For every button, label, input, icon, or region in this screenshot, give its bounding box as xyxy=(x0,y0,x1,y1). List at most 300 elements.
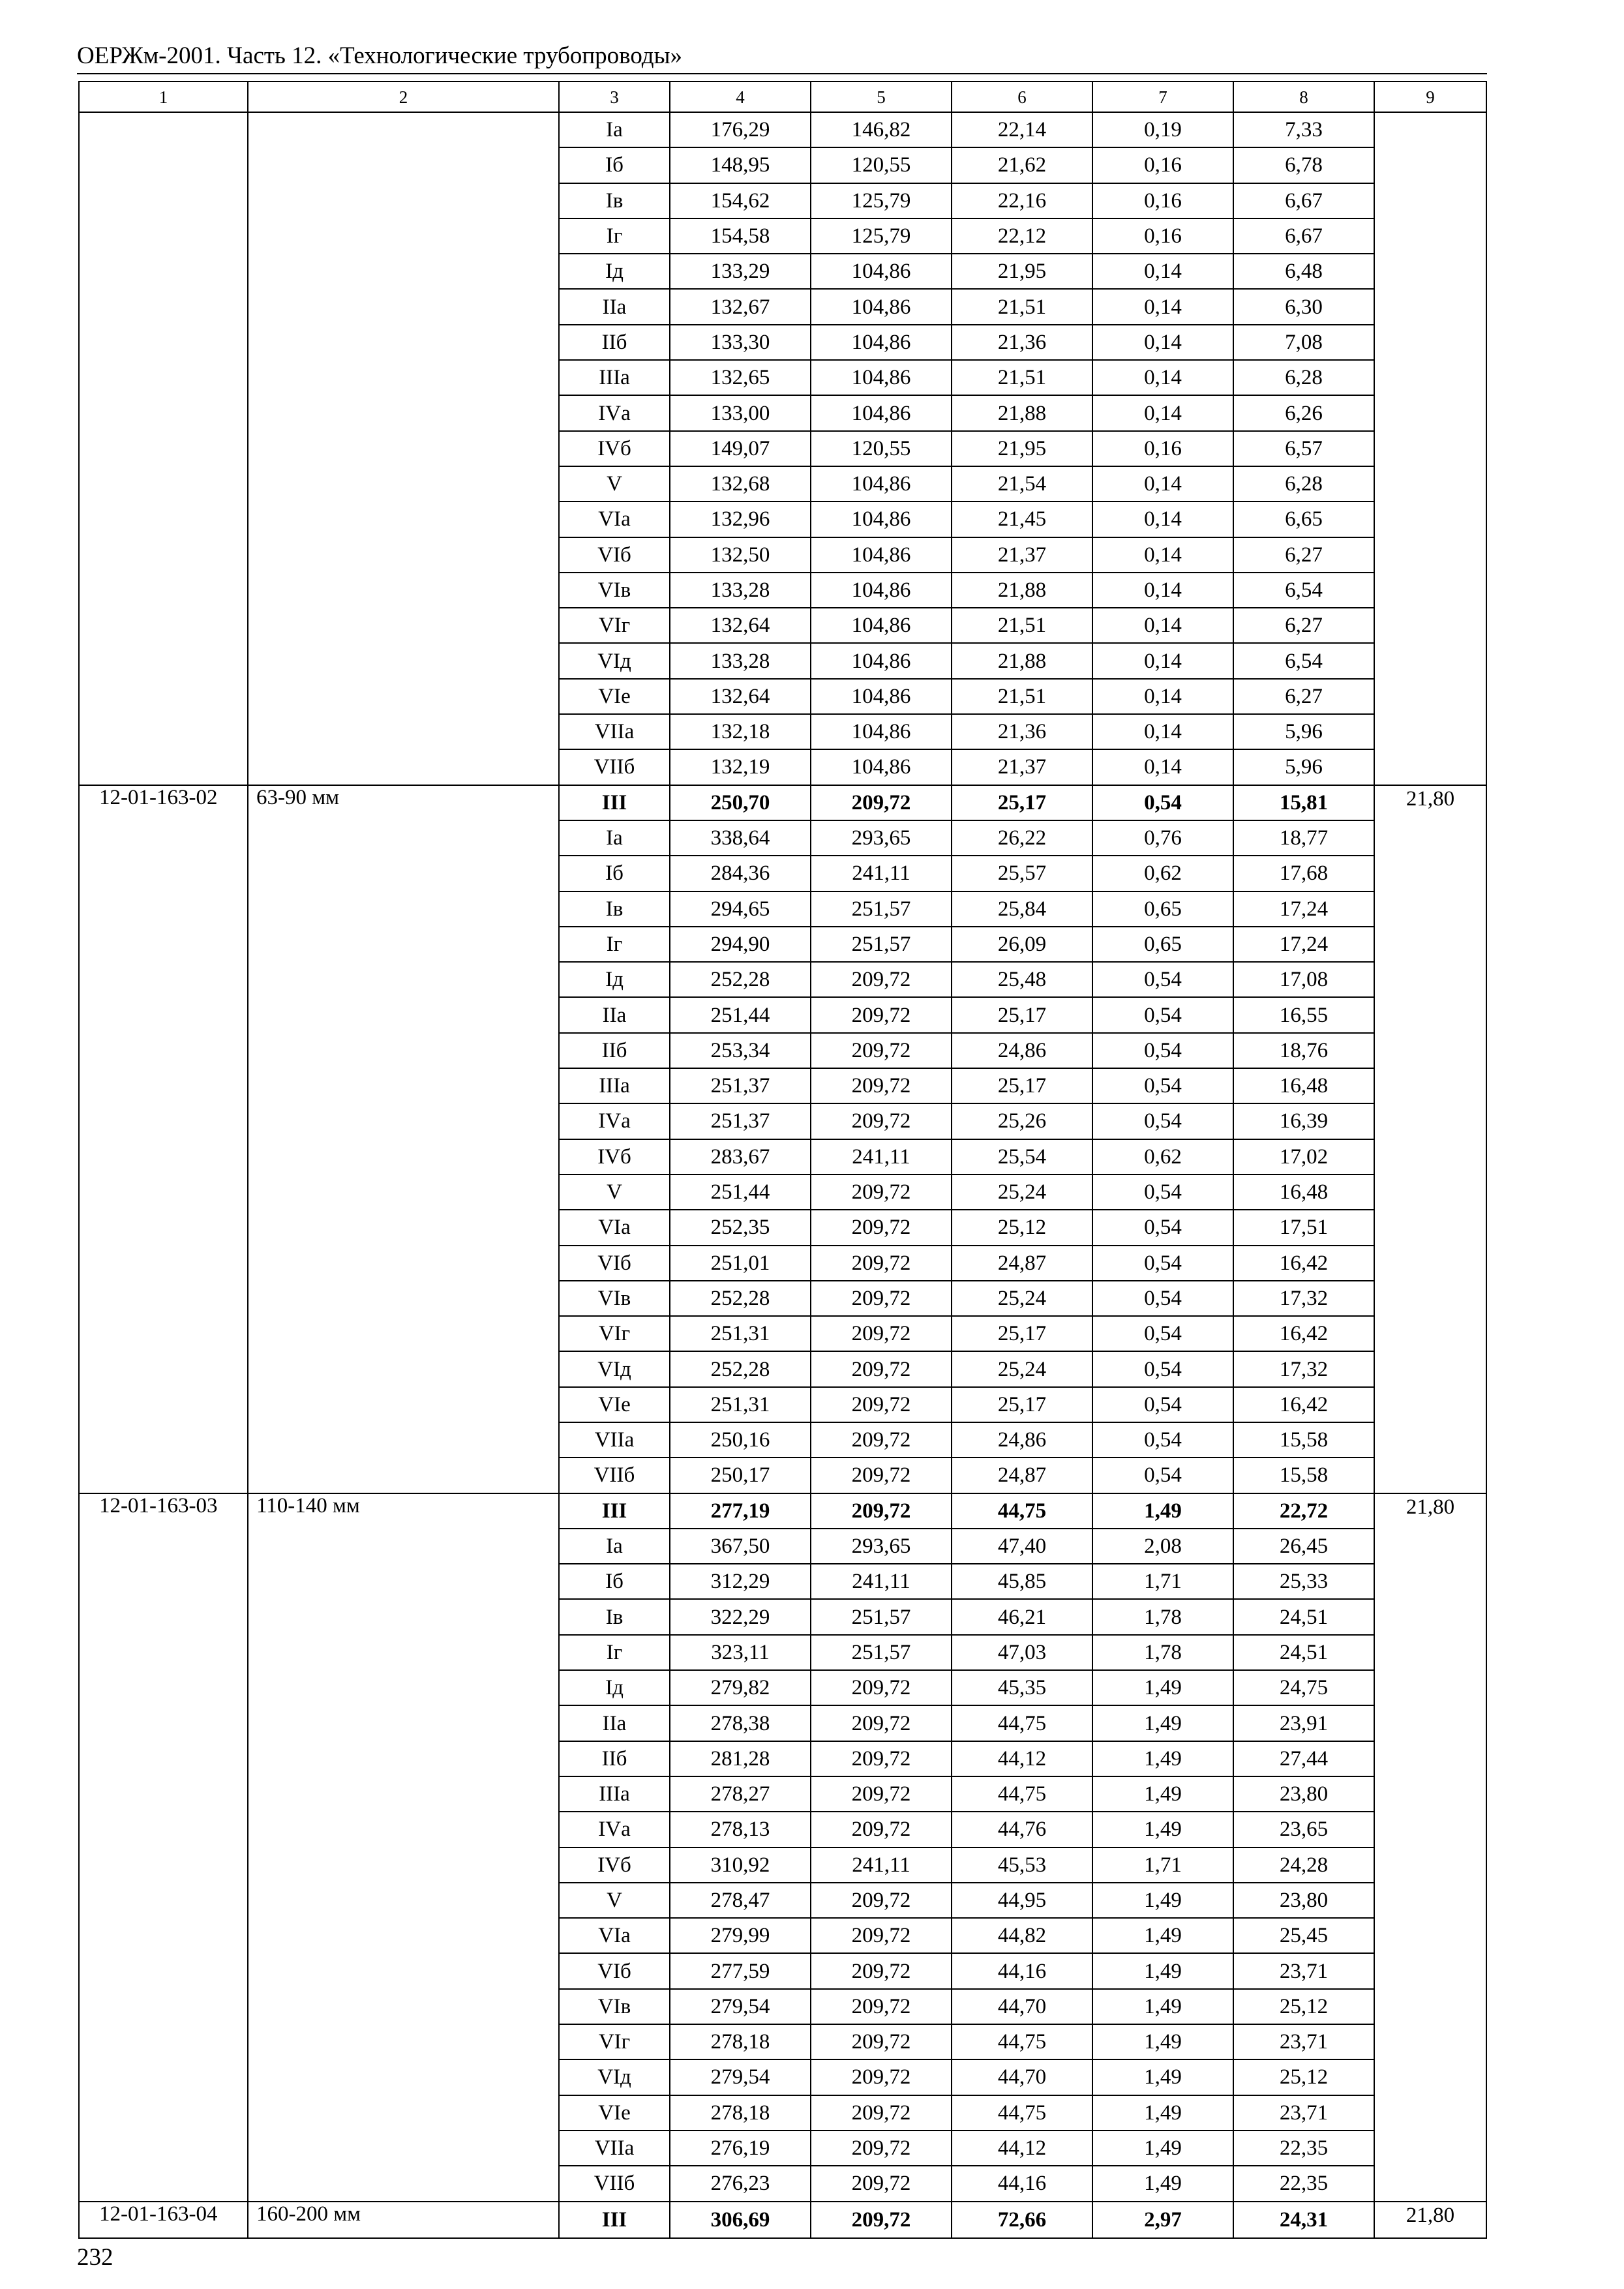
value-cell: 209,72 xyxy=(811,1210,952,1245)
column-number: 9 xyxy=(1374,82,1486,112)
zone-cell: IIIа xyxy=(559,1068,670,1103)
value-cell: 16,42 xyxy=(1233,1387,1374,1422)
value-cell: 209,72 xyxy=(811,1174,952,1210)
value-cell: 2,97 xyxy=(1092,2202,1233,2238)
value-cell: 104,86 xyxy=(811,608,952,643)
zone-cell: VIг xyxy=(559,2024,670,2059)
zone-cell: VIд xyxy=(559,2059,670,2095)
value-cell: 26,09 xyxy=(952,927,1092,962)
value-cell: 251,44 xyxy=(670,1174,811,1210)
zone-cell: VIа xyxy=(559,1918,670,1953)
value-cell: 1,49 xyxy=(1092,1670,1233,1705)
zone-cell: V xyxy=(559,466,670,501)
value-cell: 209,72 xyxy=(811,1033,952,1068)
value-cell: 23,71 xyxy=(1233,1953,1374,1988)
zone-cell: VIе xyxy=(559,679,670,714)
zone-cell: VIв xyxy=(559,1281,670,1316)
value-cell: 21,37 xyxy=(952,749,1092,785)
value-cell: 24,51 xyxy=(1233,1599,1374,1634)
value-cell: 279,99 xyxy=(670,1918,811,1953)
value-cell: 44,75 xyxy=(952,1776,1092,1812)
value-cell: 44,12 xyxy=(952,2131,1092,2166)
value-cell: 276,19 xyxy=(670,2131,811,2166)
column-number: 1 xyxy=(79,82,248,112)
zone-cell: VIб xyxy=(559,1246,670,1281)
value-cell: 278,47 xyxy=(670,1883,811,1918)
value-cell: 133,30 xyxy=(670,325,811,360)
value-cell: 277,19 xyxy=(670,1493,811,1529)
value-cell: 251,57 xyxy=(811,1599,952,1634)
value-cell: 279,54 xyxy=(670,2059,811,2095)
value-cell: 209,72 xyxy=(811,1246,952,1281)
value-cell: 6,65 xyxy=(1233,501,1374,537)
value-cell: 21,51 xyxy=(952,289,1092,324)
value-cell: 25,12 xyxy=(952,1210,1092,1245)
value-cell: 310,92 xyxy=(670,1848,811,1883)
pipe-size-cell: 110-140 мм xyxy=(248,1493,559,2202)
value-cell: 25,17 xyxy=(952,785,1092,820)
value-cell: 251,31 xyxy=(670,1316,811,1351)
zone-cell: VIв xyxy=(559,573,670,608)
value-cell: 21,37 xyxy=(952,537,1092,573)
value-cell: 252,35 xyxy=(670,1210,811,1245)
value-cell: 1,49 xyxy=(1092,1918,1233,1953)
value-cell: 24,31 xyxy=(1233,2202,1374,2238)
zone-cell: Iв xyxy=(559,183,670,218)
value-cell: 209,72 xyxy=(811,1670,952,1705)
value-cell: 47,40 xyxy=(952,1529,1092,1564)
value-cell: 24,75 xyxy=(1233,1670,1374,1705)
value-cell: 0,54 xyxy=(1092,1103,1233,1139)
zone-cell: Iб xyxy=(559,856,670,891)
column9-cell xyxy=(1374,112,1486,785)
value-cell: 251,01 xyxy=(670,1246,811,1281)
value-cell: 209,72 xyxy=(811,1351,952,1386)
value-cell: 0,54 xyxy=(1092,1210,1233,1245)
value-cell: 21,88 xyxy=(952,395,1092,430)
value-cell: 241,11 xyxy=(811,1139,952,1174)
value-cell: 0,14 xyxy=(1092,749,1233,785)
zone-cell: VIд xyxy=(559,643,670,678)
value-cell: 132,96 xyxy=(670,501,811,537)
column-number: 3 xyxy=(559,82,670,112)
value-cell: 44,75 xyxy=(952,1493,1092,1529)
value-cell: 338,64 xyxy=(670,820,811,856)
value-cell: 25,12 xyxy=(1233,1989,1374,2024)
value-cell: 125,79 xyxy=(811,218,952,254)
value-cell: 17,02 xyxy=(1233,1139,1374,1174)
value-cell: 251,37 xyxy=(670,1103,811,1139)
value-cell: 278,13 xyxy=(670,1812,811,1847)
value-cell: 278,38 xyxy=(670,1705,811,1741)
value-cell: 1,49 xyxy=(1092,1705,1233,1741)
zone-cell: VIб xyxy=(559,1953,670,1988)
zone-cell: VIIа xyxy=(559,2131,670,2166)
value-cell: 44,16 xyxy=(952,1953,1092,1988)
table-row xyxy=(79,785,1486,820)
value-cell: 104,86 xyxy=(811,466,952,501)
value-cell: 1,49 xyxy=(1092,1812,1233,1847)
value-cell: 6,28 xyxy=(1233,360,1374,395)
value-cell: 0,14 xyxy=(1092,395,1233,430)
zone-cell: VIа xyxy=(559,1210,670,1245)
value-cell: 24,51 xyxy=(1233,1635,1374,1670)
value-cell: 25,84 xyxy=(952,891,1092,927)
value-cell: 1,78 xyxy=(1092,1635,1233,1670)
value-cell: 6,27 xyxy=(1233,608,1374,643)
value-cell: 209,72 xyxy=(811,2131,952,2166)
value-cell: 72,66 xyxy=(952,2202,1092,2238)
value-cell: 1,49 xyxy=(1092,1776,1233,1812)
value-cell: 0,62 xyxy=(1092,1139,1233,1174)
value-cell: 17,51 xyxy=(1233,1210,1374,1245)
zone-cell: IIб xyxy=(559,1033,670,1068)
value-cell: 104,86 xyxy=(811,325,952,360)
value-cell: 44,70 xyxy=(952,1989,1092,2024)
column-number: 2 xyxy=(248,82,559,112)
zone-cell: VIа xyxy=(559,501,670,537)
value-cell: 0,76 xyxy=(1092,820,1233,856)
value-cell: 209,72 xyxy=(811,1387,952,1422)
value-cell: 251,31 xyxy=(670,1387,811,1422)
zone-cell: VIIб xyxy=(559,2166,670,2201)
value-cell: 104,86 xyxy=(811,749,952,785)
zone-cell: Iа xyxy=(559,1529,670,1564)
value-cell: 46,21 xyxy=(952,1599,1092,1634)
zone-cell: IVа xyxy=(559,395,670,430)
value-cell: 306,69 xyxy=(670,2202,811,2238)
value-cell: 0,16 xyxy=(1092,431,1233,466)
value-cell: 367,50 xyxy=(670,1529,811,1564)
value-cell: 24,87 xyxy=(952,1458,1092,1493)
value-cell: 1,71 xyxy=(1092,1848,1233,1883)
pipe-size-cell xyxy=(248,112,559,785)
zone-cell: V xyxy=(559,1174,670,1210)
value-cell: 132,64 xyxy=(670,679,811,714)
value-cell: 0,14 xyxy=(1092,573,1233,608)
value-cell: 294,90 xyxy=(670,927,811,962)
zone-cell: Iг xyxy=(559,927,670,962)
zone-cell: Iд xyxy=(559,254,670,289)
value-cell: 0,14 xyxy=(1092,360,1233,395)
value-cell: 22,14 xyxy=(952,112,1092,147)
value-cell: 209,72 xyxy=(811,1812,952,1847)
value-cell: 251,57 xyxy=(811,891,952,927)
value-cell: 22,12 xyxy=(952,218,1092,254)
value-cell: 45,35 xyxy=(952,1670,1092,1705)
value-cell: 1,49 xyxy=(1092,2059,1233,2095)
value-cell: 0,54 xyxy=(1092,962,1233,997)
value-cell: 154,58 xyxy=(670,218,811,254)
value-cell: 6,28 xyxy=(1233,466,1374,501)
value-cell: 47,03 xyxy=(952,1635,1092,1670)
value-cell: 104,86 xyxy=(811,714,952,749)
norm-code-cell xyxy=(79,112,248,785)
value-cell: 133,00 xyxy=(670,395,811,430)
value-cell: 17,08 xyxy=(1233,962,1374,997)
value-cell: 22,35 xyxy=(1233,2131,1374,2166)
value-cell: 25,17 xyxy=(952,997,1092,1032)
value-cell: 251,57 xyxy=(811,927,952,962)
value-cell: 21,51 xyxy=(952,360,1092,395)
value-cell: 279,54 xyxy=(670,1989,811,2024)
zone-cell: IVа xyxy=(559,1812,670,1847)
value-cell: 104,86 xyxy=(811,537,952,573)
value-cell: 209,72 xyxy=(811,2095,952,2131)
value-cell: 25,26 xyxy=(952,1103,1092,1139)
column9-cell: 21,80 xyxy=(1374,785,1486,1493)
value-cell: 1,49 xyxy=(1092,2024,1233,2059)
zone-cell: IIа xyxy=(559,289,670,324)
zone-cell: III xyxy=(559,2202,670,2238)
zone-cell: VIIа xyxy=(559,714,670,749)
value-cell: 17,24 xyxy=(1233,927,1374,962)
value-cell: 0,54 xyxy=(1092,1033,1233,1068)
value-cell: 251,44 xyxy=(670,997,811,1032)
value-cell: 209,72 xyxy=(811,997,952,1032)
zone-cell: III xyxy=(559,1493,670,1529)
zone-cell: IVб xyxy=(559,431,670,466)
value-cell: 44,12 xyxy=(952,1741,1092,1776)
value-cell: 16,42 xyxy=(1233,1246,1374,1281)
value-cell: 132,64 xyxy=(670,608,811,643)
value-cell: 209,72 xyxy=(811,1422,952,1458)
value-cell: 209,72 xyxy=(811,1741,952,1776)
value-cell: 241,11 xyxy=(811,856,952,891)
column9-cell: 21,80 xyxy=(1374,2202,1486,2238)
value-cell: 18,76 xyxy=(1233,1033,1374,1068)
page-number: 232 xyxy=(77,2244,113,2271)
value-cell: 25,17 xyxy=(952,1316,1092,1351)
value-cell: 1,49 xyxy=(1092,1989,1233,2024)
value-cell: 132,19 xyxy=(670,749,811,785)
value-cell: 27,44 xyxy=(1233,1741,1374,1776)
value-cell: 24,86 xyxy=(952,1422,1092,1458)
value-cell: 16,39 xyxy=(1233,1103,1374,1139)
value-cell: 15,58 xyxy=(1233,1422,1374,1458)
zone-cell: Iд xyxy=(559,962,670,997)
value-cell: 26,22 xyxy=(952,820,1092,856)
zone-cell: IIIа xyxy=(559,1776,670,1812)
zone-cell: Iб xyxy=(559,1564,670,1599)
value-cell: 22,16 xyxy=(952,183,1092,218)
value-cell: 6,67 xyxy=(1233,218,1374,254)
value-cell: 44,82 xyxy=(952,1918,1092,1953)
value-cell: 21,45 xyxy=(952,501,1092,537)
value-cell: 104,86 xyxy=(811,289,952,324)
zone-cell: VIIб xyxy=(559,749,670,785)
norm-code-cell: 12-01-163-03 xyxy=(79,1493,248,2202)
value-cell: 24,86 xyxy=(952,1033,1092,1068)
value-cell: 104,86 xyxy=(811,501,952,537)
value-cell: 25,17 xyxy=(952,1387,1092,1422)
value-cell: 23,80 xyxy=(1233,1883,1374,1918)
zone-cell: Iв xyxy=(559,1599,670,1634)
zone-cell: Iб xyxy=(559,147,670,183)
value-cell: 7,08 xyxy=(1233,325,1374,360)
value-cell: 125,79 xyxy=(811,183,952,218)
value-cell: 209,72 xyxy=(811,1458,952,1493)
value-cell: 312,29 xyxy=(670,1564,811,1599)
value-cell: 17,32 xyxy=(1233,1351,1374,1386)
value-cell: 154,62 xyxy=(670,183,811,218)
value-cell: 133,28 xyxy=(670,643,811,678)
value-cell: 322,29 xyxy=(670,1599,811,1634)
value-cell: 6,54 xyxy=(1233,573,1374,608)
value-cell: 281,28 xyxy=(670,1741,811,1776)
value-cell: 104,86 xyxy=(811,679,952,714)
value-cell: 209,72 xyxy=(811,962,952,997)
header-rule xyxy=(77,73,1487,74)
value-cell: 0,54 xyxy=(1092,1351,1233,1386)
value-cell: 0,54 xyxy=(1092,1246,1233,1281)
column-number: 8 xyxy=(1233,82,1374,112)
value-cell: 5,96 xyxy=(1233,749,1374,785)
value-cell: 120,55 xyxy=(811,431,952,466)
value-cell: 6,54 xyxy=(1233,643,1374,678)
value-cell: 209,72 xyxy=(811,1281,952,1316)
value-cell: 1,49 xyxy=(1092,2131,1233,2166)
value-cell: 250,70 xyxy=(670,785,811,820)
value-cell: 25,24 xyxy=(952,1174,1092,1210)
value-cell: 0,62 xyxy=(1092,856,1233,891)
zone-cell: Iа xyxy=(559,112,670,147)
value-cell: 25,17 xyxy=(952,1068,1092,1103)
value-cell: 25,12 xyxy=(1233,2059,1374,2095)
value-cell: 17,32 xyxy=(1233,1281,1374,1316)
value-cell: 1,49 xyxy=(1092,2095,1233,2131)
value-cell: 5,96 xyxy=(1233,714,1374,749)
value-cell: 250,16 xyxy=(670,1422,811,1458)
value-cell: 1,49 xyxy=(1092,1953,1233,1988)
value-cell: 25,24 xyxy=(952,1351,1092,1386)
zone-cell: IIа xyxy=(559,997,670,1032)
value-cell: 104,86 xyxy=(811,360,952,395)
value-cell: 176,29 xyxy=(670,112,811,147)
value-cell: 21,36 xyxy=(952,714,1092,749)
value-cell: 104,86 xyxy=(811,573,952,608)
value-cell: 25,24 xyxy=(952,1281,1092,1316)
value-cell: 16,55 xyxy=(1233,997,1374,1032)
zone-cell: VIIб xyxy=(559,1458,670,1493)
zone-cell: IIб xyxy=(559,325,670,360)
value-cell: 1,49 xyxy=(1092,1741,1233,1776)
zone-cell: IIIа xyxy=(559,360,670,395)
value-cell: 45,85 xyxy=(952,1564,1092,1599)
value-cell: 21,62 xyxy=(952,147,1092,183)
value-cell: 0,14 xyxy=(1092,643,1233,678)
value-cell: 293,65 xyxy=(811,820,952,856)
value-cell: 0,54 xyxy=(1092,1458,1233,1493)
value-cell: 0,54 xyxy=(1092,997,1233,1032)
value-cell: 148,95 xyxy=(670,147,811,183)
value-cell: 0,54 xyxy=(1092,1316,1233,1351)
value-cell: 209,72 xyxy=(811,785,952,820)
value-cell: 0,54 xyxy=(1092,785,1233,820)
zone-cell: VIе xyxy=(559,2095,670,2131)
value-cell: 6,27 xyxy=(1233,679,1374,714)
value-cell: 0,14 xyxy=(1092,289,1233,324)
value-cell: 0,16 xyxy=(1092,183,1233,218)
value-cell: 209,72 xyxy=(811,2059,952,2095)
value-cell: 209,72 xyxy=(811,1705,952,1741)
value-cell: 209,72 xyxy=(811,1493,952,1529)
value-cell: 104,86 xyxy=(811,395,952,430)
column9-cell: 21,80 xyxy=(1374,1493,1486,2202)
zone-cell: VIе xyxy=(559,1387,670,1422)
value-cell: 252,28 xyxy=(670,1281,811,1316)
value-cell: 15,81 xyxy=(1233,785,1374,820)
value-cell: 209,72 xyxy=(811,1989,952,2024)
value-cell: 45,53 xyxy=(952,1848,1092,1883)
column-number: 6 xyxy=(952,82,1092,112)
value-cell: 0,14 xyxy=(1092,537,1233,573)
zone-cell: IVб xyxy=(559,1848,670,1883)
table-row xyxy=(79,112,1486,147)
value-cell: 21,51 xyxy=(952,679,1092,714)
value-cell: 17,24 xyxy=(1233,891,1374,927)
value-cell: 44,75 xyxy=(952,2024,1092,2059)
value-cell: 0,19 xyxy=(1092,112,1233,147)
value-cell: 132,50 xyxy=(670,537,811,573)
value-cell: 278,27 xyxy=(670,1776,811,1812)
value-cell: 44,16 xyxy=(952,2166,1092,2201)
value-cell: 104,86 xyxy=(811,254,952,289)
value-cell: 23,71 xyxy=(1233,2095,1374,2131)
value-cell: 252,28 xyxy=(670,1351,811,1386)
value-cell: 18,77 xyxy=(1233,820,1374,856)
value-cell: 1,78 xyxy=(1092,1599,1233,1634)
value-cell: 0,16 xyxy=(1092,147,1233,183)
value-cell: 209,72 xyxy=(811,1953,952,1988)
value-cell: 1,49 xyxy=(1092,1493,1233,1529)
value-cell: 44,70 xyxy=(952,2059,1092,2095)
norm-code-cell: 12-01-163-04 xyxy=(79,2202,248,2238)
zone-cell: Iд xyxy=(559,1670,670,1705)
value-cell: 284,36 xyxy=(670,856,811,891)
value-cell: 1,49 xyxy=(1092,2166,1233,2201)
value-cell: 24,87 xyxy=(952,1246,1092,1281)
value-cell: 21,54 xyxy=(952,466,1092,501)
table-row xyxy=(79,1493,1486,1529)
column-number: 5 xyxy=(811,82,952,112)
value-cell: 21,88 xyxy=(952,573,1092,608)
value-cell: 6,26 xyxy=(1233,395,1374,430)
value-cell: 25,33 xyxy=(1233,1564,1374,1599)
value-cell: 25,54 xyxy=(952,1139,1092,1174)
value-cell: 277,59 xyxy=(670,1953,811,1988)
zone-cell: IIа xyxy=(559,1705,670,1741)
value-cell: 0,54 xyxy=(1092,1281,1233,1316)
value-cell: 16,48 xyxy=(1233,1068,1374,1103)
value-cell: 278,18 xyxy=(670,2095,811,2131)
value-cell: 132,67 xyxy=(670,289,811,324)
value-cell: 0,14 xyxy=(1092,254,1233,289)
zone-cell: Iа xyxy=(559,820,670,856)
zone-cell: VIб xyxy=(559,537,670,573)
zone-cell: VIг xyxy=(559,1316,670,1351)
value-cell: 25,57 xyxy=(952,856,1092,891)
value-cell: 6,67 xyxy=(1233,183,1374,218)
value-cell: 133,29 xyxy=(670,254,811,289)
value-cell: 15,58 xyxy=(1233,1458,1374,1493)
value-cell: 16,42 xyxy=(1233,1316,1374,1351)
value-cell: 2,08 xyxy=(1092,1529,1233,1564)
value-cell: 209,72 xyxy=(811,1776,952,1812)
value-cell: 17,68 xyxy=(1233,856,1374,891)
zone-cell: Iг xyxy=(559,218,670,254)
value-cell: 104,86 xyxy=(811,643,952,678)
